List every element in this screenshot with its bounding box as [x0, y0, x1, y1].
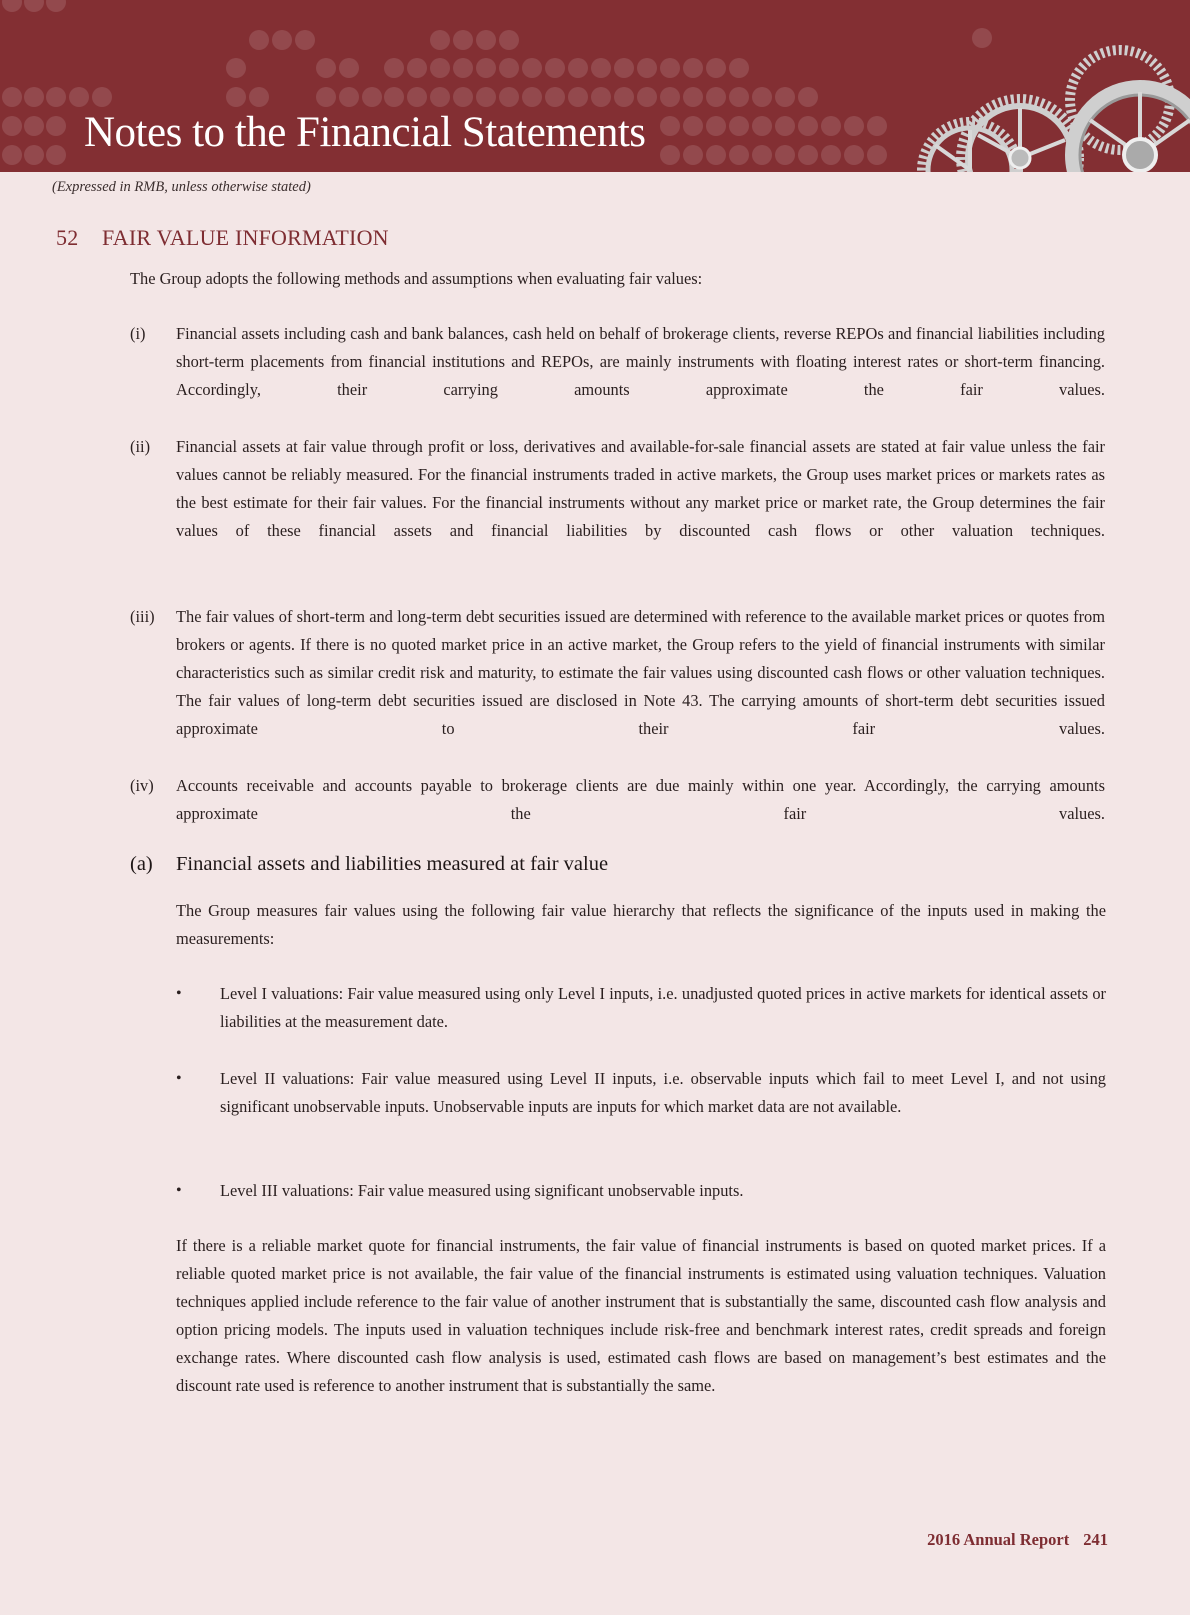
item-text: The fair values of short-term and long-term debt securities issued are determined with reference to the available market prices or quotes from brokers or agents. If there is no quoted market price in an active market, the Group refers to the yield of financial instruments with similar characteristics such as similar credit risk and maturity, to estimate the fair values using discounted cash flows or other valuation techniques. The fair values of long-term debt securities issued are disclosed in Note 43. The carrying amounts of short-term debt securities issued approximate to their fair values.: [176, 607, 1105, 738]
bullet-text: Level III valuations: Fair value measured using significant unobservable inputs.: [220, 1181, 744, 1200]
item-text: Financial assets at fair value through profit or loss, derivatives and available-for-sale financial assets are stated at fair value unless the fair values cannot be reliably measured. For the financial instruments traded in active markets, the Group uses market prices or markets rates as the best estimate for their fair values. For the financial instruments without any market price or market rate, the Group determines the fair values of these financial assets and financial liabilities by discounted cash flows or other valuation techniques.: [176, 437, 1105, 540]
page-footer: [927, 1530, 1108, 1550]
bullet-icon: •: [176, 985, 182, 1002]
header-banner: [0, 0, 1190, 172]
section-number: 52: [56, 225, 79, 250]
section-heading: [56, 225, 389, 251]
page-number: 241: [1083, 1530, 1108, 1549]
section-intro: The Group adopts the following methods and assumptions when evaluating fair values:: [130, 269, 703, 288]
bullet-text: Level I valuations: Fair value measured using only Level I inputs, i.e. unadjusted quoted prices in active markets for identical assets or liabilities at the measurement date.: [220, 984, 1106, 1031]
page-title: Notes to the Financial Statements: [84, 109, 646, 156]
subsection-title: Financial assets and liabilities measured at fair value: [176, 853, 609, 875]
bullet-text: Level II valuations: Fair value measured using Level II inputs, i.e. observable inputs which fail to meet Level I, and not using significant unobservable inputs. Unobservable inputs are inputs for which market data are not available.: [220, 1069, 1106, 1116]
closing-paragraph: If there is a reliable market quote for financial instruments, the fair value of financial instruments is based on quoted market prices. If a reliable quoted market price is not available, the fair value of the financial instruments is estimated using valuation techniques. Valuation techniques applied include reference to the fair value of another instrument that is substantially the same, discounted cash flow analysis and option pricing models. The inputs used in valuation techniques include risk-free and benchmark interest rates, credit spreads and foreign exchange rates. Where discounted cash flow analysis is used, estimated cash flows are based on management’s best estimates and the discount rate used is reference to another instrument that is substantially the same.: [176, 1236, 1106, 1395]
gears-illustration: [900, 40, 1190, 172]
subsection-intro: The Group measures fair values using the following fair value hierarchy that reflects the significance of the inputs used in making the measurements:: [176, 901, 1106, 948]
section-title: FAIR VALUE INFORMATION: [102, 225, 389, 250]
subsection-label: (a): [130, 853, 153, 875]
item-marker: (ii): [130, 437, 151, 456]
currency-note: (Expressed in RMB, unless otherwise stated): [52, 179, 311, 195]
item-marker: (iii): [130, 607, 155, 626]
subsection-heading: [130, 853, 608, 876]
item-marker: (iv): [130, 776, 154, 795]
item-marker: (i): [130, 324, 146, 343]
bullet-icon: •: [176, 1182, 182, 1199]
report-name: 2016 Annual Report: [927, 1530, 1070, 1549]
bullet-icon: •: [176, 1070, 182, 1087]
item-text: Accounts receivable and accounts payable to brokerage clients are due mainly within one year. Accordingly, the carrying amounts approximate the fair values.: [176, 776, 1105, 823]
item-text: Financial assets including cash and bank balances, cash held on behalf of brokerage clients, reverse REPOs and financial liabilities including short-term placements from financial institutions and REPOs, are mainly instruments with floating interest rates or short-term financing. Accordingly, their carrying amounts approximate the fair values.: [176, 324, 1105, 399]
